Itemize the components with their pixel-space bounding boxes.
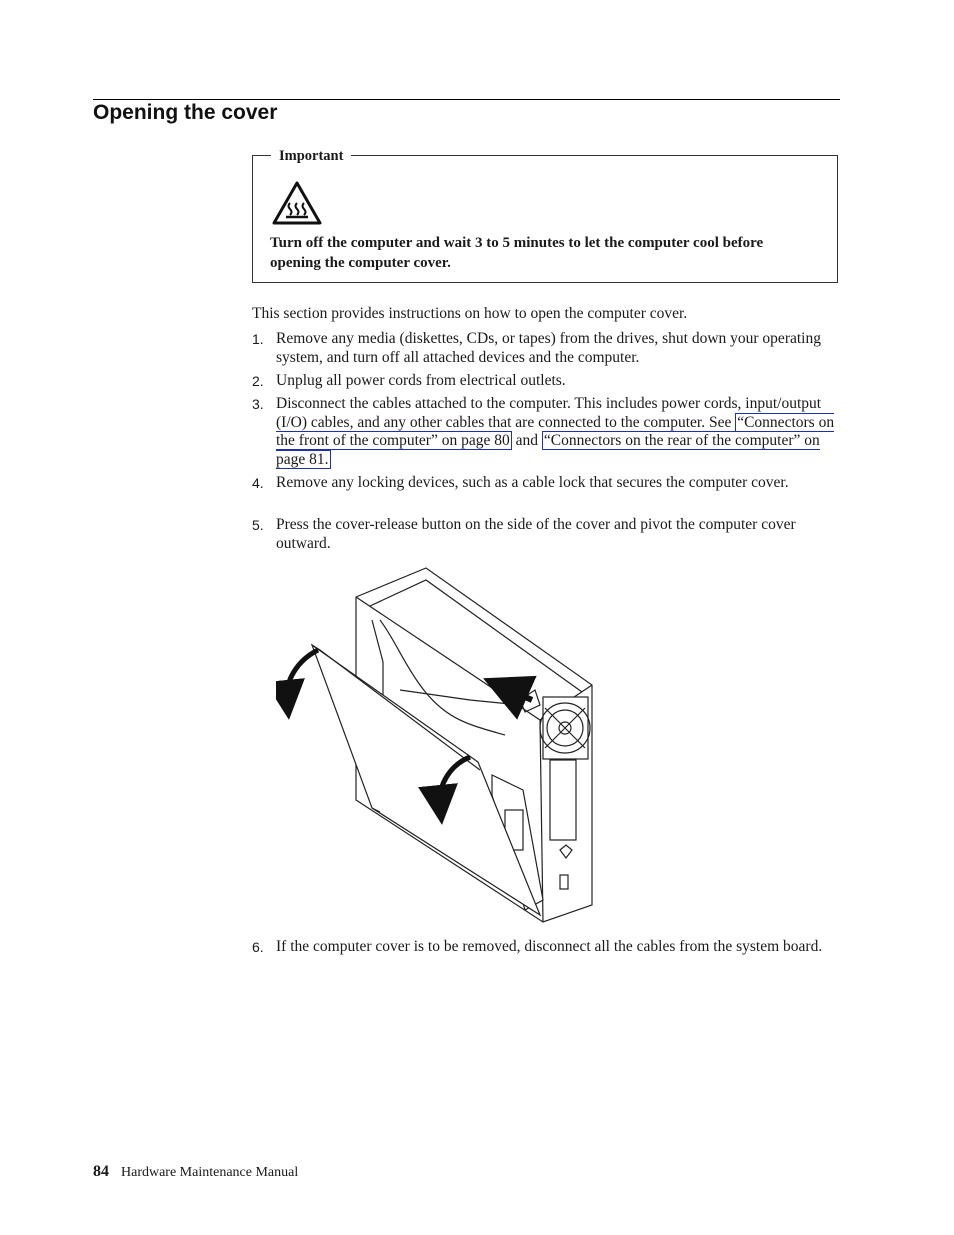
- intro-paragraph: This section provides instructions on how to open the computer cover.: [252, 305, 688, 322]
- step-1: [252, 330, 842, 367]
- step-text: Remove any media (diskettes, CDs, or tapes) from the drives, shut down your operating system, and turn off all attached devices and the computer.: [276, 330, 821, 366]
- step-number: 6.: [252, 939, 264, 955]
- page-number: 84: [93, 1163, 109, 1180]
- step-text-part: Disconnect the cables attached to the computer. This includes power cords, input/output (I/O) cables, and any other cables that are connected to the computer. See: [276, 395, 822, 431]
- step-text: Press the cover-release button on the side of the cover and pivot the computer cover outward.: [276, 516, 796, 552]
- step-number: 3.: [252, 396, 264, 412]
- notice-text: Turn off the computer and wait 3 to 5 minutes to let the computer cool before opening the computer cover.: [270, 235, 764, 271]
- step-6: [252, 938, 842, 957]
- step-text: Remove any locking devices, such as a cable lock that secures the computer cover.: [276, 474, 789, 491]
- notice-label: Important: [271, 147, 351, 165]
- step-4: [252, 474, 842, 493]
- step-text: Unplug all power cords from electrical outlets.: [276, 372, 566, 389]
- step-number: 4.: [252, 475, 264, 491]
- manual-title: Hardware Maintenance Manual: [121, 1165, 299, 1180]
- step-5: [252, 516, 842, 553]
- hot-surface-warning-icon: [271, 180, 323, 226]
- step-text: If the computer cover is to be removed, disconnect all the cables from the system board.: [276, 938, 823, 955]
- important-notice: [252, 148, 838, 283]
- step-text-part: and: [511, 432, 542, 449]
- front-connectors-link[interactable]: “Connectors on the front of the computer” on page 80: [276, 413, 835, 449]
- rear-connectors-link[interactable]: “Connectors on the rear of the computer” on page 81.: [276, 432, 820, 468]
- step-2: [252, 372, 842, 391]
- step-text: [276, 395, 842, 469]
- page-title: Opening the cover: [93, 101, 278, 124]
- step-number: 2.: [252, 373, 264, 389]
- cover-removal-illustration: [276, 566, 596, 926]
- step-number: 1.: [252, 331, 264, 347]
- page-footer: [93, 1163, 298, 1181]
- step-number: 5.: [252, 517, 264, 533]
- heading-rule: [93, 99, 840, 100]
- step-3: [252, 395, 842, 469]
